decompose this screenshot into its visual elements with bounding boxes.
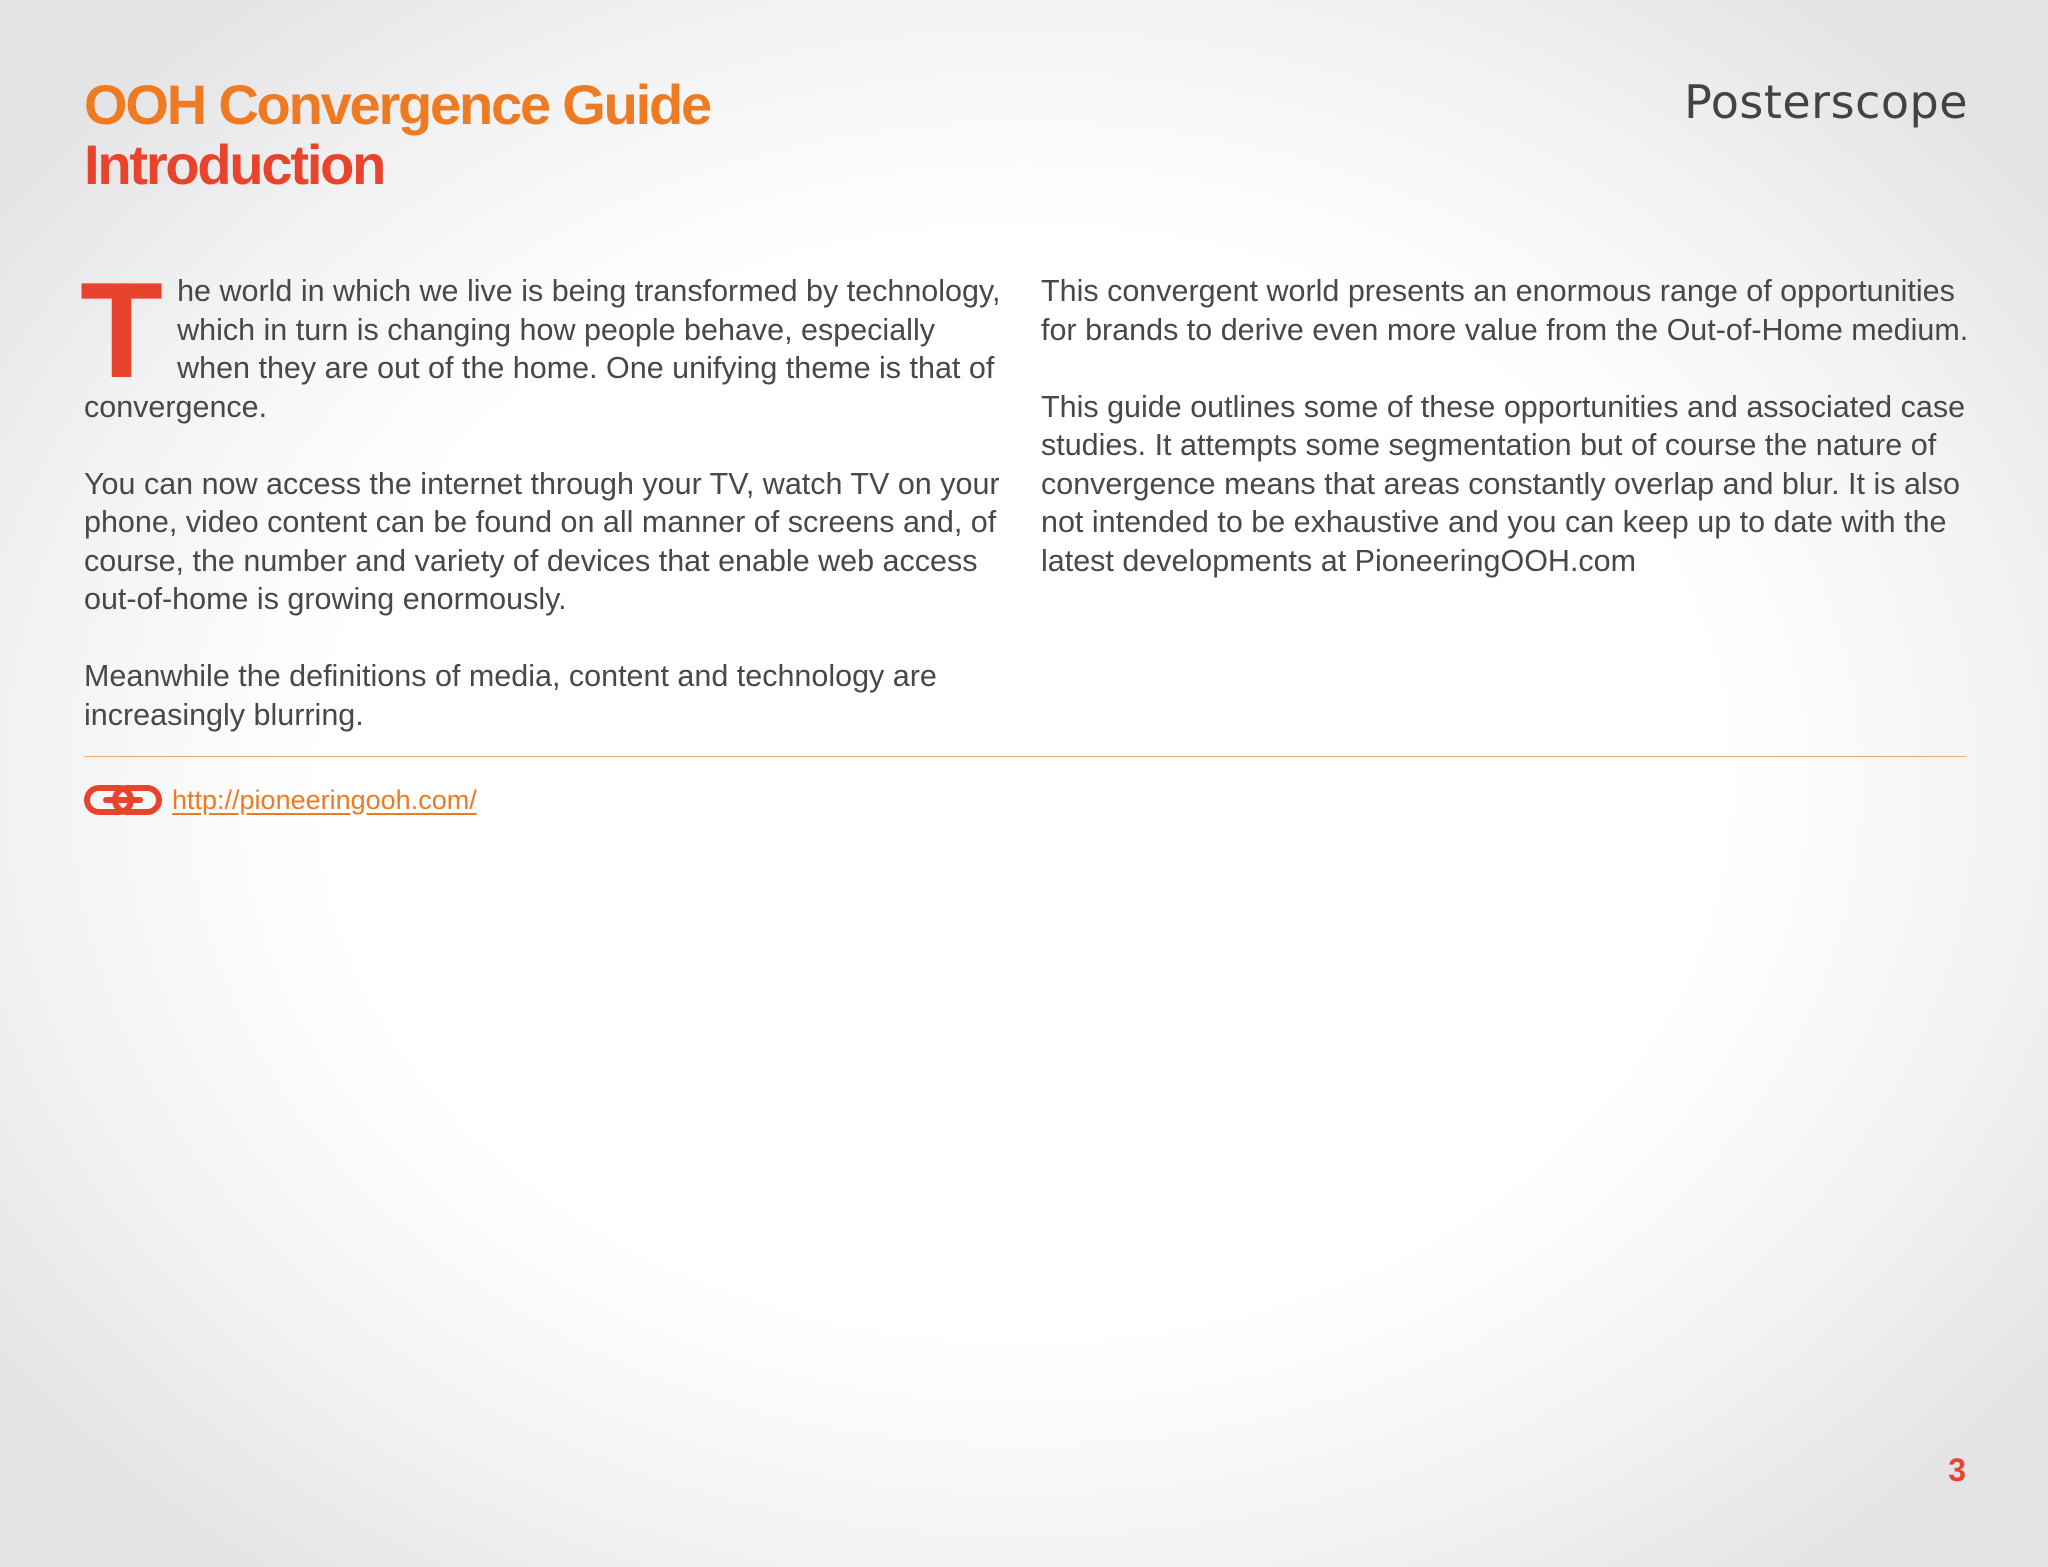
left-column — [80, 254, 1004, 734]
paragraph-opportunities: This convergent world presents an enormous range of opportunities for brands to derive even more value from the Out-of-Home medium. — [1041, 274, 1969, 347]
pioneeringooh-link[interactable]: http://pioneeringooh.com/ — [172, 784, 477, 815]
right-column — [1041, 272, 1981, 580]
intro-paragraph — [80, 254, 1004, 426]
chain-link-icon — [84, 784, 162, 816]
section-divider — [84, 756, 1966, 757]
paragraph-definitions: Meanwhile the definitions of media, content and technology are increasingly blurring. — [84, 659, 937, 732]
page-number: 3 — [1948, 1452, 1966, 1488]
paragraph-guide-outline: This guide outlines some of these opportunities and associated case studies. It attempts some segmentation but of course the nature of convergence means that areas constantly overlap and blur. It is also not intended to be exhaustive and you can keep up to date with the latest developments at PioneeringOOH.com — [1041, 389, 1966, 578]
guide-title: OOH Convergence Guide — [84, 73, 710, 136]
paragraph-devices: You can now access the internet through your TV, watch TV on your phone, video content can be found on all manner of screens and, of course, the number and variety of devices that enable web access out-of-home is growing enormously. — [84, 466, 1000, 616]
section-title: Introduction — [84, 133, 385, 196]
brand-logo: Posterscope — [1684, 75, 1968, 129]
intro-paragraph-text: he world in which we live is being transformed by technology, which in turn is changing how people behave, especially when they are out of the home. One unifying theme is that of convergence. — [84, 274, 1001, 424]
dropcap-letter: T — [80, 254, 164, 406]
link-row — [84, 780, 477, 820]
